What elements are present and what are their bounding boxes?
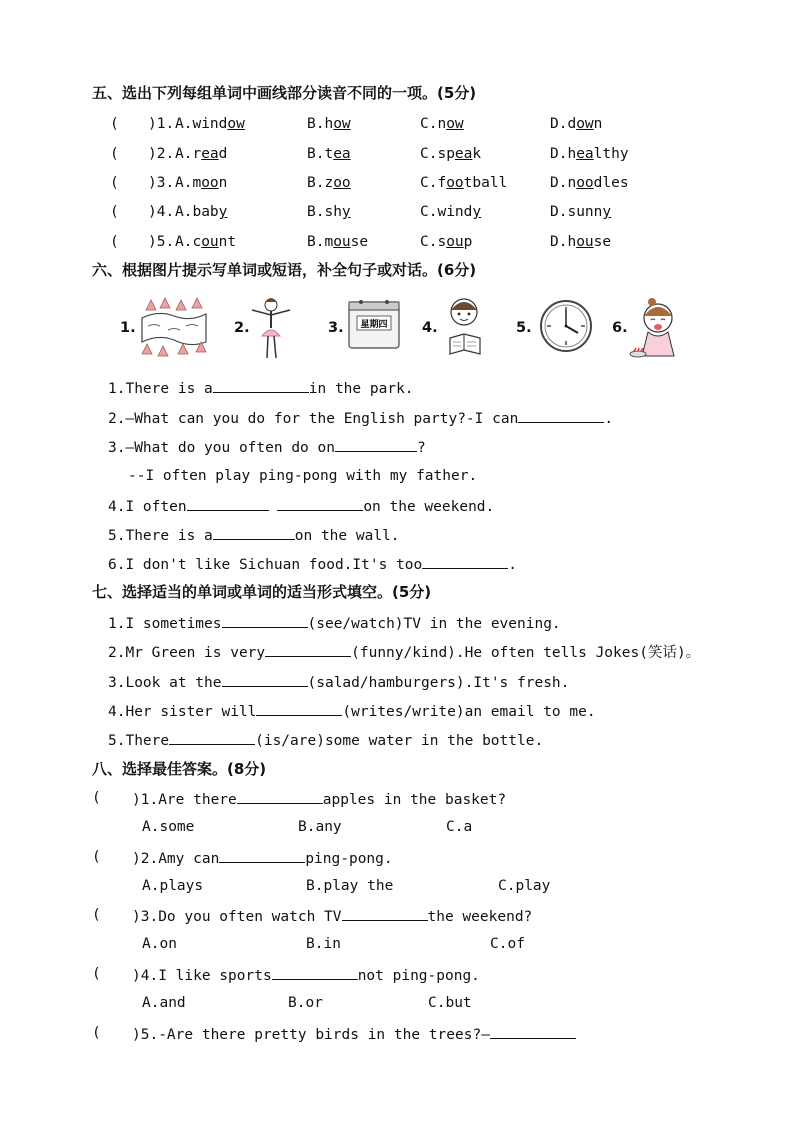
option-text: B.h — [307, 116, 334, 132]
option-text: A.r — [175, 146, 202, 162]
option-text: D.d — [550, 116, 577, 132]
question-number: )1. — [148, 116, 175, 132]
question-text — [132, 1024, 576, 1044]
question-stem: not ping-pong. — [357, 968, 480, 984]
answer-blank[interactable] — [256, 701, 342, 716]
answer-blank[interactable] — [277, 496, 363, 511]
option-text: n — [218, 175, 228, 191]
boy-reading-picture — [440, 296, 492, 358]
pic-number-4: 4. — [422, 320, 438, 336]
sentence-text: . — [604, 411, 614, 427]
answer-blank[interactable] — [222, 672, 308, 687]
underlined-letters: ou — [446, 234, 464, 250]
sentence-text: 3.—What do you often do on — [108, 440, 335, 456]
sentence-text: 4.Her sister will — [108, 704, 257, 720]
question-number: )4. — [148, 204, 175, 220]
clock-picture — [538, 296, 594, 356]
answer-blank[interactable] — [169, 730, 255, 745]
underlined-letters: ou — [576, 234, 594, 250]
underlined-letters: ow — [333, 116, 351, 132]
option-text: B.m — [307, 234, 334, 250]
choice-option: B.in — [306, 936, 341, 952]
option-text: se — [350, 234, 369, 250]
answer-paren-blank: ( — [92, 849, 101, 865]
question-stem: the weekend? — [427, 909, 533, 925]
answer-blank[interactable] — [237, 789, 323, 804]
calendar-weekday-text: 星期四 — [360, 320, 388, 330]
answer-paren-blank[interactable]: ( — [110, 175, 119, 191]
answer-blank[interactable] — [213, 525, 295, 540]
question-text — [132, 906, 532, 926]
section6-title: 六、根据图片提示写单词或短语，补全句子或对话。(6分) — [92, 261, 477, 279]
option-text: se — [593, 234, 612, 250]
question-text — [132, 789, 506, 809]
option-text: C.s — [420, 234, 447, 250]
answer-blank[interactable] — [335, 437, 417, 452]
underlined-letters: oo — [201, 175, 219, 191]
option-text: p — [463, 234, 473, 250]
fill-sentence — [108, 672, 569, 692]
pic-number-1: 1. — [120, 320, 136, 336]
pic-number-3: 3. — [328, 320, 344, 336]
option-text: d — [218, 146, 228, 162]
underlined-letters: ou — [333, 234, 351, 250]
option-b — [307, 174, 351, 192]
section8-title: 八、选择最佳答案。(8分) — [92, 760, 267, 778]
option-text: tball — [463, 175, 508, 191]
option-text: C.wind — [420, 204, 473, 220]
fill-sentence — [108, 642, 700, 662]
option-a — [175, 233, 236, 251]
underlined-letters: ou — [201, 234, 219, 250]
option-a — [175, 203, 227, 221]
question-number: )5. — [148, 234, 175, 250]
underlined-letters: ow — [227, 116, 245, 132]
underlined-letters: oo — [333, 175, 351, 191]
underlined-letters: ow — [576, 116, 594, 132]
answer-paren-blank[interactable]: ( — [110, 146, 119, 162]
sentence-text: (see/watch)TV in the evening. — [307, 616, 561, 632]
option-d — [550, 203, 611, 221]
option-text: C.sp — [420, 146, 455, 162]
option-c — [420, 115, 464, 133]
option-text: D.sunn — [550, 204, 603, 220]
option-text: D.h — [550, 146, 577, 162]
fill-sentence — [108, 496, 494, 516]
sentence-text: 1.I sometimes — [108, 616, 222, 632]
dancer-picture — [248, 296, 294, 362]
underlined-letters: y — [602, 204, 612, 220]
underlined-letters: ow — [446, 116, 464, 132]
sentence-text: 3.Look at the — [108, 675, 222, 691]
question-stem: )4.I like sports — [132, 968, 272, 984]
option-text: nt — [218, 234, 237, 250]
option-d — [550, 145, 629, 163]
sentence-text: on the weekend. — [363, 499, 495, 515]
option-text: A.c — [175, 234, 202, 250]
answer-blank[interactable] — [518, 408, 604, 423]
option-text: B.t — [307, 146, 334, 162]
sentence-text: 4.I often — [108, 499, 187, 515]
pic-number-6: 6. — [612, 320, 628, 336]
option-d — [550, 233, 611, 251]
underlined-letters: ea — [576, 146, 594, 162]
choice-option: A.on — [142, 936, 177, 952]
option-text: lthy — [593, 146, 629, 162]
answer-blank[interactable] — [222, 613, 308, 628]
choice-option: B.or — [288, 995, 323, 1011]
question-text — [132, 965, 480, 985]
fill-sentence — [108, 437, 426, 457]
option-b — [307, 203, 351, 221]
question-text — [132, 848, 393, 868]
option-text: B.sh — [307, 204, 342, 220]
choice-option: B.any — [298, 819, 342, 835]
pic-number-5: 5. — [516, 320, 532, 336]
answer-blank[interactable] — [272, 965, 358, 980]
fill-sentence — [108, 730, 543, 750]
sentence-text: (salad/hamburgers).It's fresh. — [307, 675, 570, 691]
fill-sentence — [108, 378, 414, 398]
underlined-letters: y — [472, 204, 482, 220]
choice-option: A.and — [142, 995, 186, 1011]
answer-paren-blank[interactable]: ( — [110, 204, 119, 220]
option-text: A.bab — [175, 204, 219, 220]
fill-sentence — [108, 408, 613, 428]
fill-sentence — [108, 525, 400, 545]
sentence-text: (writes/write)an email to me. — [342, 704, 596, 720]
answer-blank[interactable] — [219, 848, 305, 863]
answer-blank[interactable] — [265, 642, 351, 657]
question-number: )2. — [148, 146, 175, 162]
answer-paren-blank: ( — [92, 790, 101, 806]
option-c — [420, 233, 472, 251]
underlined-letters: y — [218, 204, 228, 220]
option-text: dles — [593, 175, 629, 191]
sentence-text: 5.There is a — [108, 528, 213, 544]
choice-option: C.of — [490, 936, 525, 952]
sentence-text: 6.I don't like Sichuan food.It's too — [108, 557, 423, 573]
answer-blank[interactable] — [490, 1024, 576, 1039]
sentence-text: 5.There — [108, 733, 170, 749]
option-text: A.wind — [175, 116, 228, 132]
answer-blank[interactable] — [342, 906, 428, 921]
option-text: B.z — [307, 175, 334, 191]
option-text: k — [472, 146, 482, 162]
answer-blank[interactable] — [187, 496, 269, 511]
question-stem: ping-pong. — [305, 851, 393, 867]
option-b — [307, 145, 351, 163]
choice-option: A.plays — [142, 878, 204, 894]
answer-paren-blank: ( — [92, 907, 101, 923]
answer-paren-blank[interactable]: ( — [110, 116, 119, 132]
option-d — [550, 115, 602, 133]
answer-paren-blank: ( — [92, 1025, 101, 1041]
sentence-text: --I often play ping-pong with my father. — [128, 468, 478, 484]
underlined-letters: y — [341, 204, 351, 220]
option-text: D.h — [550, 234, 577, 250]
sentence-text: 2.—What can you do for the English party?-I can — [108, 411, 519, 427]
girl-spicy-picture — [628, 296, 688, 360]
answer-blank[interactable] — [213, 378, 309, 393]
sentence-text: . — [508, 557, 518, 573]
choice-option: C.but — [428, 995, 472, 1011]
fill-sentence — [128, 467, 477, 485]
question-number: )3. — [148, 175, 175, 191]
sentence-text: 2.Mr Green is very — [108, 645, 266, 661]
underlined-letters: oo — [446, 175, 464, 191]
pic-number-2: 2. — [234, 320, 250, 336]
option-b — [307, 233, 368, 251]
underlined-letters: oo — [576, 175, 594, 191]
question-stem: )2.Amy can — [132, 851, 220, 867]
underlined-letters: ea — [454, 146, 473, 162]
underlined-letters: ea — [201, 146, 219, 162]
sentence-text: on the wall. — [294, 528, 400, 544]
option-c — [420, 203, 481, 221]
answer-blank[interactable] — [422, 554, 508, 569]
option-text: C.f — [420, 175, 447, 191]
fill-sentence — [108, 554, 517, 574]
option-c — [420, 145, 481, 163]
question-stem: )5.-Are there pretty birds in the trees?— — [132, 1027, 490, 1043]
choice-option: C.a — [446, 819, 473, 835]
sentence-text: ? — [416, 440, 426, 456]
option-a — [175, 174, 227, 192]
sentence-text: in the park. — [308, 381, 414, 397]
calendar-picture — [345, 296, 403, 354]
question-stem: )1.Are there — [132, 792, 237, 808]
river-picture — [138, 296, 210, 358]
sentence-text: (funny/kind).He often tells Jokes(笑话)。 — [351, 645, 701, 661]
option-a — [175, 115, 245, 133]
sentence-text: (is/are)some water in the bottle. — [255, 733, 544, 749]
question-stem: )3.Do you often watch TV — [132, 909, 342, 925]
answer-paren-blank: ( — [92, 966, 101, 982]
section7-title: 七、选择适当的单词或单词的适当形式填空。(5分) — [92, 583, 432, 601]
option-a — [175, 145, 227, 163]
underlined-letters: ea — [333, 146, 351, 162]
option-text: n — [593, 116, 603, 132]
option-b — [307, 115, 351, 133]
option-d — [550, 174, 629, 192]
option-text: A.m — [175, 175, 202, 191]
option-text: D.n — [550, 175, 577, 191]
question-stem: apples in the basket? — [322, 792, 507, 808]
fill-sentence — [108, 613, 561, 633]
choice-option: A.some — [142, 819, 195, 835]
sentence-text: 1.There is a — [108, 381, 213, 397]
choice-option: B.play the — [306, 878, 394, 894]
answer-paren-blank[interactable]: ( — [110, 234, 119, 250]
fill-sentence — [108, 701, 596, 721]
option-text: C.n — [420, 116, 447, 132]
section5-title: 五、选出下列每组单词中画线部分读音不同的一项。(5分) — [92, 84, 477, 102]
option-c — [420, 174, 507, 192]
choice-option: C.play — [498, 878, 551, 894]
